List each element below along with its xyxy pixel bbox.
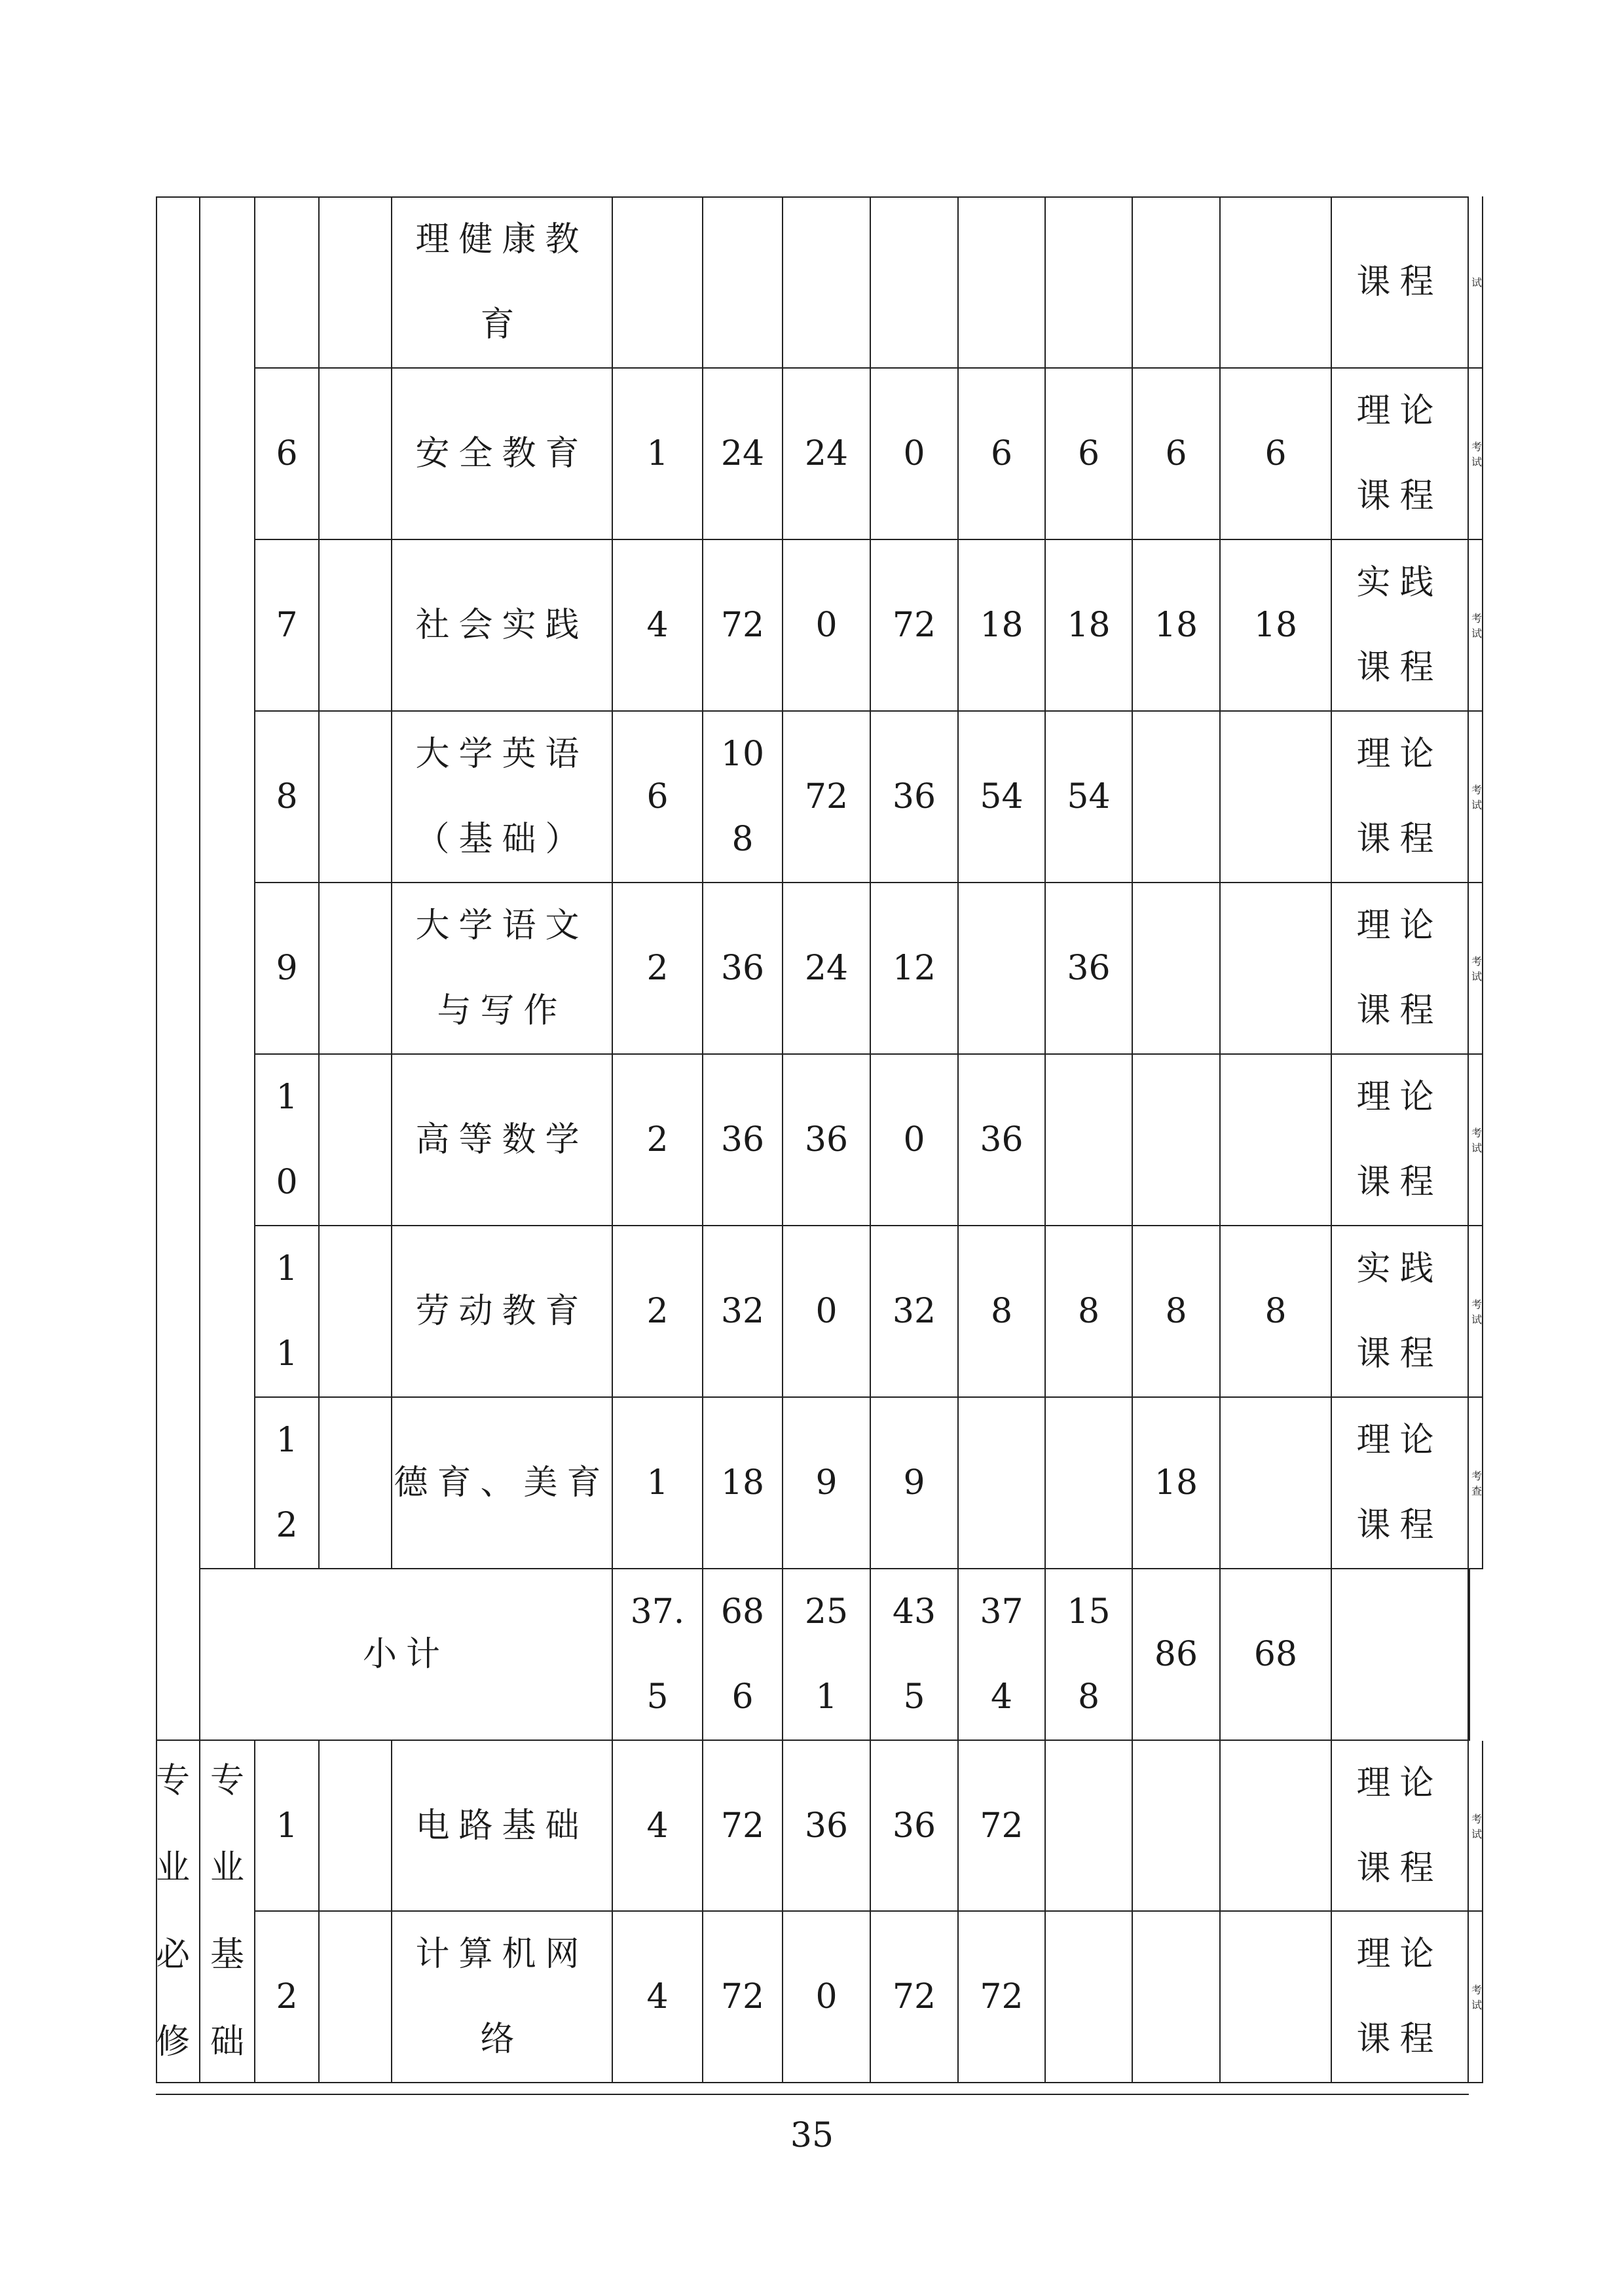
cell-sem3 [1133, 369, 1221, 540]
cell-sem2-line: 54 [1067, 777, 1111, 816]
cell-course-type-line: 理论 [1356, 392, 1443, 431]
cell-theory-hours-line: 24 [804, 434, 849, 473]
cell-sem3 [1133, 540, 1221, 712]
cell-course-type-line: 课程 [1356, 477, 1443, 516]
major-cell-practice-hours [871, 1912, 959, 2083]
cell-credits [613, 1226, 703, 1398]
cell-sem1 [959, 1398, 1046, 1569]
cell-assessment-line: 考 [1471, 1298, 1483, 1311]
cell-sem1-line: 8 [990, 1292, 1013, 1331]
major-cell-no-line: 1 [276, 1806, 298, 1846]
cell-name-line: 育 [480, 304, 524, 344]
cell-credits-line: 2 [646, 1292, 669, 1331]
cell-sem2-line: 36 [1067, 949, 1111, 988]
cell-assessment-line: 考 [1471, 612, 1483, 625]
cell-assessment [1469, 1398, 1483, 1569]
cell-sem4-line: 18 [1253, 606, 1298, 645]
cell-assessment [1469, 540, 1483, 712]
blank-cell [320, 1912, 392, 2083]
cell-no [255, 1398, 320, 1569]
category-cell [156, 196, 200, 1741]
major-cell-name [392, 1741, 613, 1912]
cell-assessment [1469, 712, 1483, 883]
cell-no [255, 540, 320, 712]
major-cell-course-type-line: 课程 [1356, 1848, 1443, 1888]
cell-name [392, 883, 613, 1055]
blank-cell [320, 1741, 392, 1912]
cell-theory-hours [783, 540, 871, 712]
cell-no [255, 1226, 320, 1398]
cell-practice-hours-line: 72 [892, 606, 936, 645]
cell-sem4 [1221, 369, 1332, 540]
cell-practice-hours [871, 712, 959, 883]
major-cell-assessment-line: 试 [1471, 1827, 1483, 1840]
major-category-cell-line: 专 [156, 1760, 191, 1800]
subtotal-theory-hours-line: 25 [804, 1592, 849, 1631]
cell-practice-hours [871, 540, 959, 712]
cell-no-line: 1 [276, 1334, 298, 1374]
cell-credits-line: 6 [646, 777, 669, 816]
cell-name [392, 1055, 613, 1226]
cell-credits [613, 369, 703, 540]
major-cell-sem2 [1046, 1912, 1133, 2083]
major-cell-practice-hours-line: 36 [892, 1806, 936, 1846]
cell-assessment [1469, 1226, 1483, 1398]
major-cell-sem3 [1133, 1912, 1221, 2083]
cell-theory-hours [783, 712, 871, 883]
major-subcategory-cell-line: 础 [210, 2022, 244, 2062]
major-category-cell-line: 必 [156, 1935, 191, 1975]
cell-total-hours-line: 8 [731, 820, 754, 859]
cell-no-line: 8 [276, 777, 298, 816]
cell-theory-hours [783, 1055, 871, 1226]
major-cell-theory-hours-line: 0 [815, 1977, 838, 2016]
cell-name [392, 712, 613, 883]
cell-sem4 [1221, 883, 1332, 1055]
cell-sem1-line: 54 [980, 777, 1024, 816]
major-cell-assessment [1469, 1912, 1483, 2083]
subtotal-theory-hours [783, 1569, 871, 1741]
major-cell-course-type-line: 理论 [1356, 1935, 1443, 1974]
major-cell-sem4 [1221, 1741, 1332, 1912]
cell-course-type [1332, 1398, 1469, 1569]
cell-total-hours-line: 36 [720, 949, 765, 988]
major-subcategory-cell-line: 基 [210, 1935, 244, 1975]
cell-sem3-line: 8 [1165, 1292, 1187, 1331]
cell-sem3 [1133, 1398, 1221, 1569]
major-cell-course-type [1332, 1912, 1469, 2083]
cell-course-type-line: 课程 [1356, 991, 1443, 1030]
major-category-cell-line: 业 [156, 1848, 191, 1887]
subtotal-sem1-line: 4 [990, 1677, 1013, 1717]
blank-cell [320, 1398, 392, 1569]
cell-name-line: 德育、美育 [394, 1463, 610, 1503]
major-cell-sem2 [1046, 1741, 1133, 1912]
subtotal-sem1-line: 37 [980, 1592, 1024, 1631]
cell-sem3 [1133, 1226, 1221, 1398]
subtotal-theory-hours-line: 1 [815, 1677, 838, 1717]
subtotal-label-line: 小计 [362, 1635, 449, 1674]
cell-practice-hours-line: 36 [892, 777, 936, 816]
cell-credits [613, 196, 703, 369]
cell-course-type [1332, 1226, 1469, 1398]
cell-practice-hours-line: 0 [903, 434, 925, 473]
cell-course-type-line: 理论 [1356, 735, 1443, 774]
major-cell-assessment-line: 考 [1471, 1812, 1483, 1825]
cell-sem1 [959, 196, 1046, 369]
cell-sem3 [1133, 712, 1221, 883]
cell-total-hours [703, 369, 783, 540]
major-cell-sem3 [1133, 1741, 1221, 1912]
cell-name-line: 与写作 [437, 991, 567, 1030]
cell-name [392, 1398, 613, 1569]
cell-credits-line: 4 [646, 606, 669, 645]
cell-sem1 [959, 1055, 1046, 1226]
blank-cell [320, 1226, 392, 1398]
cell-name-line: 大学语文 [415, 906, 589, 945]
subtotal-sem4 [1221, 1569, 1332, 1741]
major-cell-sem4 [1221, 1912, 1332, 2083]
cell-theory-hours [783, 1398, 871, 1569]
cell-sem2-line: 8 [1077, 1292, 1100, 1331]
cell-course-type [1332, 1055, 1469, 1226]
cell-assessment-line: 试 [1471, 456, 1483, 468]
cell-total-hours-line: 10 [720, 735, 765, 774]
major-cell-course-type [1332, 1741, 1469, 1912]
cell-assessment-line: 查 [1471, 1485, 1483, 1497]
cell-sem2 [1046, 1398, 1133, 1569]
cell-sem1 [959, 712, 1046, 883]
cell-sem4 [1221, 1226, 1332, 1398]
cell-no [255, 883, 320, 1055]
cell-theory-hours-line: 0 [815, 1292, 838, 1331]
cell-course-type-line: 课程 [1356, 1163, 1443, 1202]
cell-assessment-line: 考 [1471, 1470, 1483, 1482]
major-cell-practice-hours [871, 1741, 959, 1912]
major-cell-credits-line: 4 [646, 1977, 669, 2016]
major-cell-no [255, 1912, 320, 2083]
cell-sem4 [1221, 540, 1332, 712]
table-bottom-rule [156, 2094, 1469, 2095]
major-cell-assessment [1469, 1741, 1483, 1912]
cell-sem3 [1133, 883, 1221, 1055]
major-cell-total-hours [703, 1741, 783, 1912]
cell-course-type [1332, 540, 1469, 712]
cell-course-type-line: 课程 [1356, 262, 1443, 302]
subtotal-total-hours-line: 6 [731, 1677, 754, 1717]
blank-cell [320, 883, 392, 1055]
major-cell-sem1 [959, 1912, 1046, 2083]
major-subcategory-cell-line: 业 [210, 1848, 244, 1887]
major-cell-credits-line: 4 [646, 1806, 669, 1846]
cell-practice-hours-line: 12 [892, 949, 936, 988]
subtotal-sem3 [1133, 1569, 1221, 1741]
cell-course-type-line: 实践 [1356, 1249, 1443, 1288]
cell-theory-hours [783, 883, 871, 1055]
blank-cell [320, 540, 392, 712]
cell-course-type-line: 实践 [1356, 563, 1443, 602]
cell-total-hours-line: 18 [720, 1463, 765, 1503]
cell-credits-line: 2 [646, 1120, 669, 1159]
cell-sem1 [959, 1226, 1046, 1398]
major-cell-total-hours-line: 72 [720, 1977, 765, 2016]
major-cell-sem1-line: 72 [980, 1977, 1024, 2016]
cell-sem1 [959, 540, 1046, 712]
cell-credits [613, 540, 703, 712]
cell-sem2 [1046, 369, 1133, 540]
cell-sem4 [1221, 1398, 1332, 1569]
subtotal-credits-line: 5 [646, 1677, 669, 1717]
cell-sem1-line: 18 [980, 606, 1024, 645]
cell-sem2-line: 18 [1067, 606, 1111, 645]
cell-total-hours-line: 32 [720, 1292, 765, 1331]
cell-course-type-line: 课程 [1356, 1334, 1443, 1374]
cell-name-line: 高等数学 [415, 1120, 589, 1159]
major-cell-course-type-line: 理论 [1356, 1763, 1443, 1803]
cell-practice-hours [871, 883, 959, 1055]
cell-theory-hours [783, 196, 871, 369]
cell-no [255, 712, 320, 883]
cell-sem3-line: 18 [1154, 606, 1198, 645]
major-cell-practice-hours-line: 72 [892, 1977, 936, 2016]
cell-no-line: 6 [276, 434, 298, 473]
cell-sem3-line: 18 [1154, 1463, 1198, 1503]
curriculum-table [156, 196, 1483, 2083]
cell-course-type-line: 理论 [1356, 1421, 1443, 1460]
cell-sem1 [959, 883, 1046, 1055]
cell-name [392, 369, 613, 540]
cell-assessment [1469, 196, 1483, 369]
cell-assessment-line: 试 [1471, 627, 1483, 640]
subtotal-practice-hours-line: 5 [903, 1677, 925, 1717]
cell-practice-hours-line: 0 [903, 1120, 925, 1159]
cell-theory-hours-line: 36 [804, 1120, 849, 1159]
cell-credits [613, 883, 703, 1055]
cell-practice-hours [871, 1398, 959, 1569]
cell-credits-line: 1 [646, 434, 669, 473]
cell-total-hours [703, 540, 783, 712]
cell-name-line: 劳动教育 [415, 1292, 589, 1331]
major-category-cell-line: 修 [156, 2022, 191, 2062]
cell-sem2 [1046, 712, 1133, 883]
subtotal-course-type [1332, 1569, 1469, 1741]
cell-assessment-line: 试 [1471, 1142, 1483, 1154]
cell-sem1-line: 36 [980, 1120, 1024, 1159]
cell-practice-hours-line: 32 [892, 1292, 936, 1331]
cell-assessment [1469, 1055, 1483, 1226]
cell-sem2 [1046, 1226, 1133, 1398]
cell-no [255, 369, 320, 540]
major-cell-name [392, 1912, 613, 2083]
cell-course-type [1332, 196, 1469, 369]
cell-total-hours [703, 196, 783, 369]
cell-practice-hours-line: 9 [903, 1463, 925, 1503]
cell-name-line: 安全教育 [415, 434, 589, 473]
cell-total-hours-line: 36 [720, 1120, 765, 1159]
cell-total-hours [703, 1055, 783, 1226]
cell-sem4 [1221, 712, 1332, 883]
cell-sem3 [1133, 196, 1221, 369]
cell-total-hours [703, 1226, 783, 1398]
major-cell-theory-hours-line: 36 [804, 1806, 849, 1846]
cell-sem1-line: 6 [990, 434, 1013, 473]
cell-assessment-line: 试 [1471, 1313, 1483, 1326]
cell-theory-hours-line: 9 [815, 1463, 838, 1503]
cell-no [255, 1055, 320, 1226]
cell-sem4-line: 8 [1264, 1292, 1287, 1331]
subtotal-label [200, 1569, 613, 1741]
cell-theory-hours-line: 24 [804, 949, 849, 988]
major-cell-sem1-line: 72 [980, 1806, 1024, 1846]
major-cell-total-hours-line: 72 [720, 1806, 765, 1846]
major-cell-name-line: 计算机网 [415, 1935, 589, 1974]
cell-course-type [1332, 369, 1469, 540]
cell-no-line: 0 [276, 1163, 298, 1202]
cell-theory-hours [783, 1226, 871, 1398]
cell-total-hours-line: 72 [720, 606, 765, 645]
cell-no-line: 1 [276, 1249, 298, 1288]
cell-course-type-line: 课程 [1356, 820, 1443, 859]
cell-course-type-line: 理论 [1356, 1078, 1443, 1117]
cell-course-type-line: 课程 [1356, 1506, 1443, 1545]
cell-sem4-line: 6 [1264, 434, 1287, 473]
cell-course-type-line: 课程 [1356, 648, 1443, 687]
cell-credits-line: 2 [646, 949, 669, 988]
major-category-cell [156, 1741, 200, 2083]
blank-cell [320, 1055, 392, 1226]
cell-practice-hours [871, 1226, 959, 1398]
cell-assessment-line: 考 [1471, 441, 1483, 453]
cell-sem2 [1046, 540, 1133, 712]
cell-no-line: 1 [276, 1421, 298, 1460]
cell-assessment-line: 试 [1471, 276, 1483, 289]
blank-cell [320, 712, 392, 883]
major-cell-theory-hours [783, 1912, 871, 2083]
subtotal-sem1 [959, 1569, 1046, 1741]
cell-practice-hours [871, 369, 959, 540]
cell-sem4 [1221, 1055, 1332, 1226]
cell-name-line: 社会实践 [415, 606, 589, 645]
subtotal-credits-line: 37. [630, 1592, 685, 1631]
cell-credits [613, 1055, 703, 1226]
cell-practice-hours [871, 1055, 959, 1226]
major-cell-no [255, 1741, 320, 1912]
cell-total-hours [703, 712, 783, 883]
cell-sem3 [1133, 1055, 1221, 1226]
subtotal-credits [613, 1569, 703, 1741]
blank-cell [320, 369, 392, 540]
cell-assessment-line: 考 [1471, 784, 1483, 796]
cell-no [255, 196, 320, 369]
major-cell-theory-hours [783, 1741, 871, 1912]
cell-assessment-line: 试 [1471, 970, 1483, 983]
major-cell-assessment-line: 考 [1471, 1984, 1483, 1996]
cell-credits [613, 1398, 703, 1569]
cell-credits-line: 1 [646, 1463, 669, 1503]
cell-theory-hours [783, 369, 871, 540]
cell-no-line: 7 [276, 606, 298, 645]
page-number: 35 [790, 2116, 834, 2155]
major-cell-name-line: 络 [480, 2020, 524, 2059]
subtotal-sem3-line: 86 [1154, 1635, 1198, 1674]
cell-sem1 [959, 369, 1046, 540]
subtotal-practice-hours-line: 43 [892, 1592, 936, 1631]
cell-sem3-line: 6 [1165, 434, 1187, 473]
cell-assessment-line: 考 [1471, 1127, 1483, 1139]
cell-sem4 [1221, 196, 1332, 369]
cell-assessment [1469, 369, 1483, 540]
major-cell-no-line: 2 [276, 1977, 298, 2016]
cell-sem2-line: 6 [1077, 434, 1100, 473]
cell-theory-hours-line: 0 [815, 606, 838, 645]
cell-credits [613, 712, 703, 883]
cell-name [392, 540, 613, 712]
cell-name-line: 大学英语 [415, 735, 589, 774]
subtotal-sem2-line: 8 [1077, 1677, 1100, 1717]
cell-name [392, 1226, 613, 1398]
cell-assessment [1469, 883, 1483, 1055]
major-cell-sem1 [959, 1741, 1046, 1912]
blank-cell [320, 196, 392, 369]
major-subcategory-cell-line: 专 [210, 1760, 244, 1800]
major-cell-total-hours [703, 1912, 783, 2083]
major-cell-name-line: 电路基础 [415, 1806, 589, 1846]
cell-name-line: （基础） [415, 820, 589, 859]
subtotal-practice-hours [871, 1569, 959, 1741]
cell-total-hours [703, 883, 783, 1055]
cell-assessment-line: 试 [1471, 799, 1483, 811]
cell-practice-hours [871, 196, 959, 369]
cell-total-hours-line: 24 [720, 434, 765, 473]
cell-course-type [1332, 883, 1469, 1055]
major-cell-credits [613, 1912, 703, 2083]
major-subcategory-cell [200, 1741, 255, 2083]
subtotal-sem4-line: 68 [1253, 1635, 1298, 1674]
major-cell-assessment-line: 试 [1471, 1999, 1483, 2011]
subtotal-sem2 [1046, 1569, 1133, 1741]
major-cell-credits [613, 1741, 703, 1912]
subcategory-cell [200, 196, 255, 1569]
cell-course-type [1332, 712, 1469, 883]
cell-assessment-line: 考 [1471, 955, 1483, 968]
subtotal-assessment [1469, 1569, 1470, 1741]
cell-no-line: 1 [276, 1078, 298, 1117]
subtotal-total-hours [703, 1569, 783, 1741]
cell-sem2 [1046, 883, 1133, 1055]
cell-sem2 [1046, 196, 1133, 369]
cell-no-line: 9 [276, 949, 298, 988]
cell-total-hours [703, 1398, 783, 1569]
major-cell-course-type-line: 课程 [1356, 2020, 1443, 2059]
subtotal-sem2-line: 15 [1067, 1592, 1111, 1631]
cell-no-line: 2 [276, 1506, 298, 1545]
cell-name-line: 理健康教 [415, 219, 589, 259]
cell-course-type-line: 理论 [1356, 906, 1443, 945]
cell-sem2 [1046, 1055, 1133, 1226]
subtotal-total-hours-line: 68 [720, 1592, 765, 1631]
cell-theory-hours-line: 72 [804, 777, 849, 816]
cell-name [392, 196, 613, 369]
